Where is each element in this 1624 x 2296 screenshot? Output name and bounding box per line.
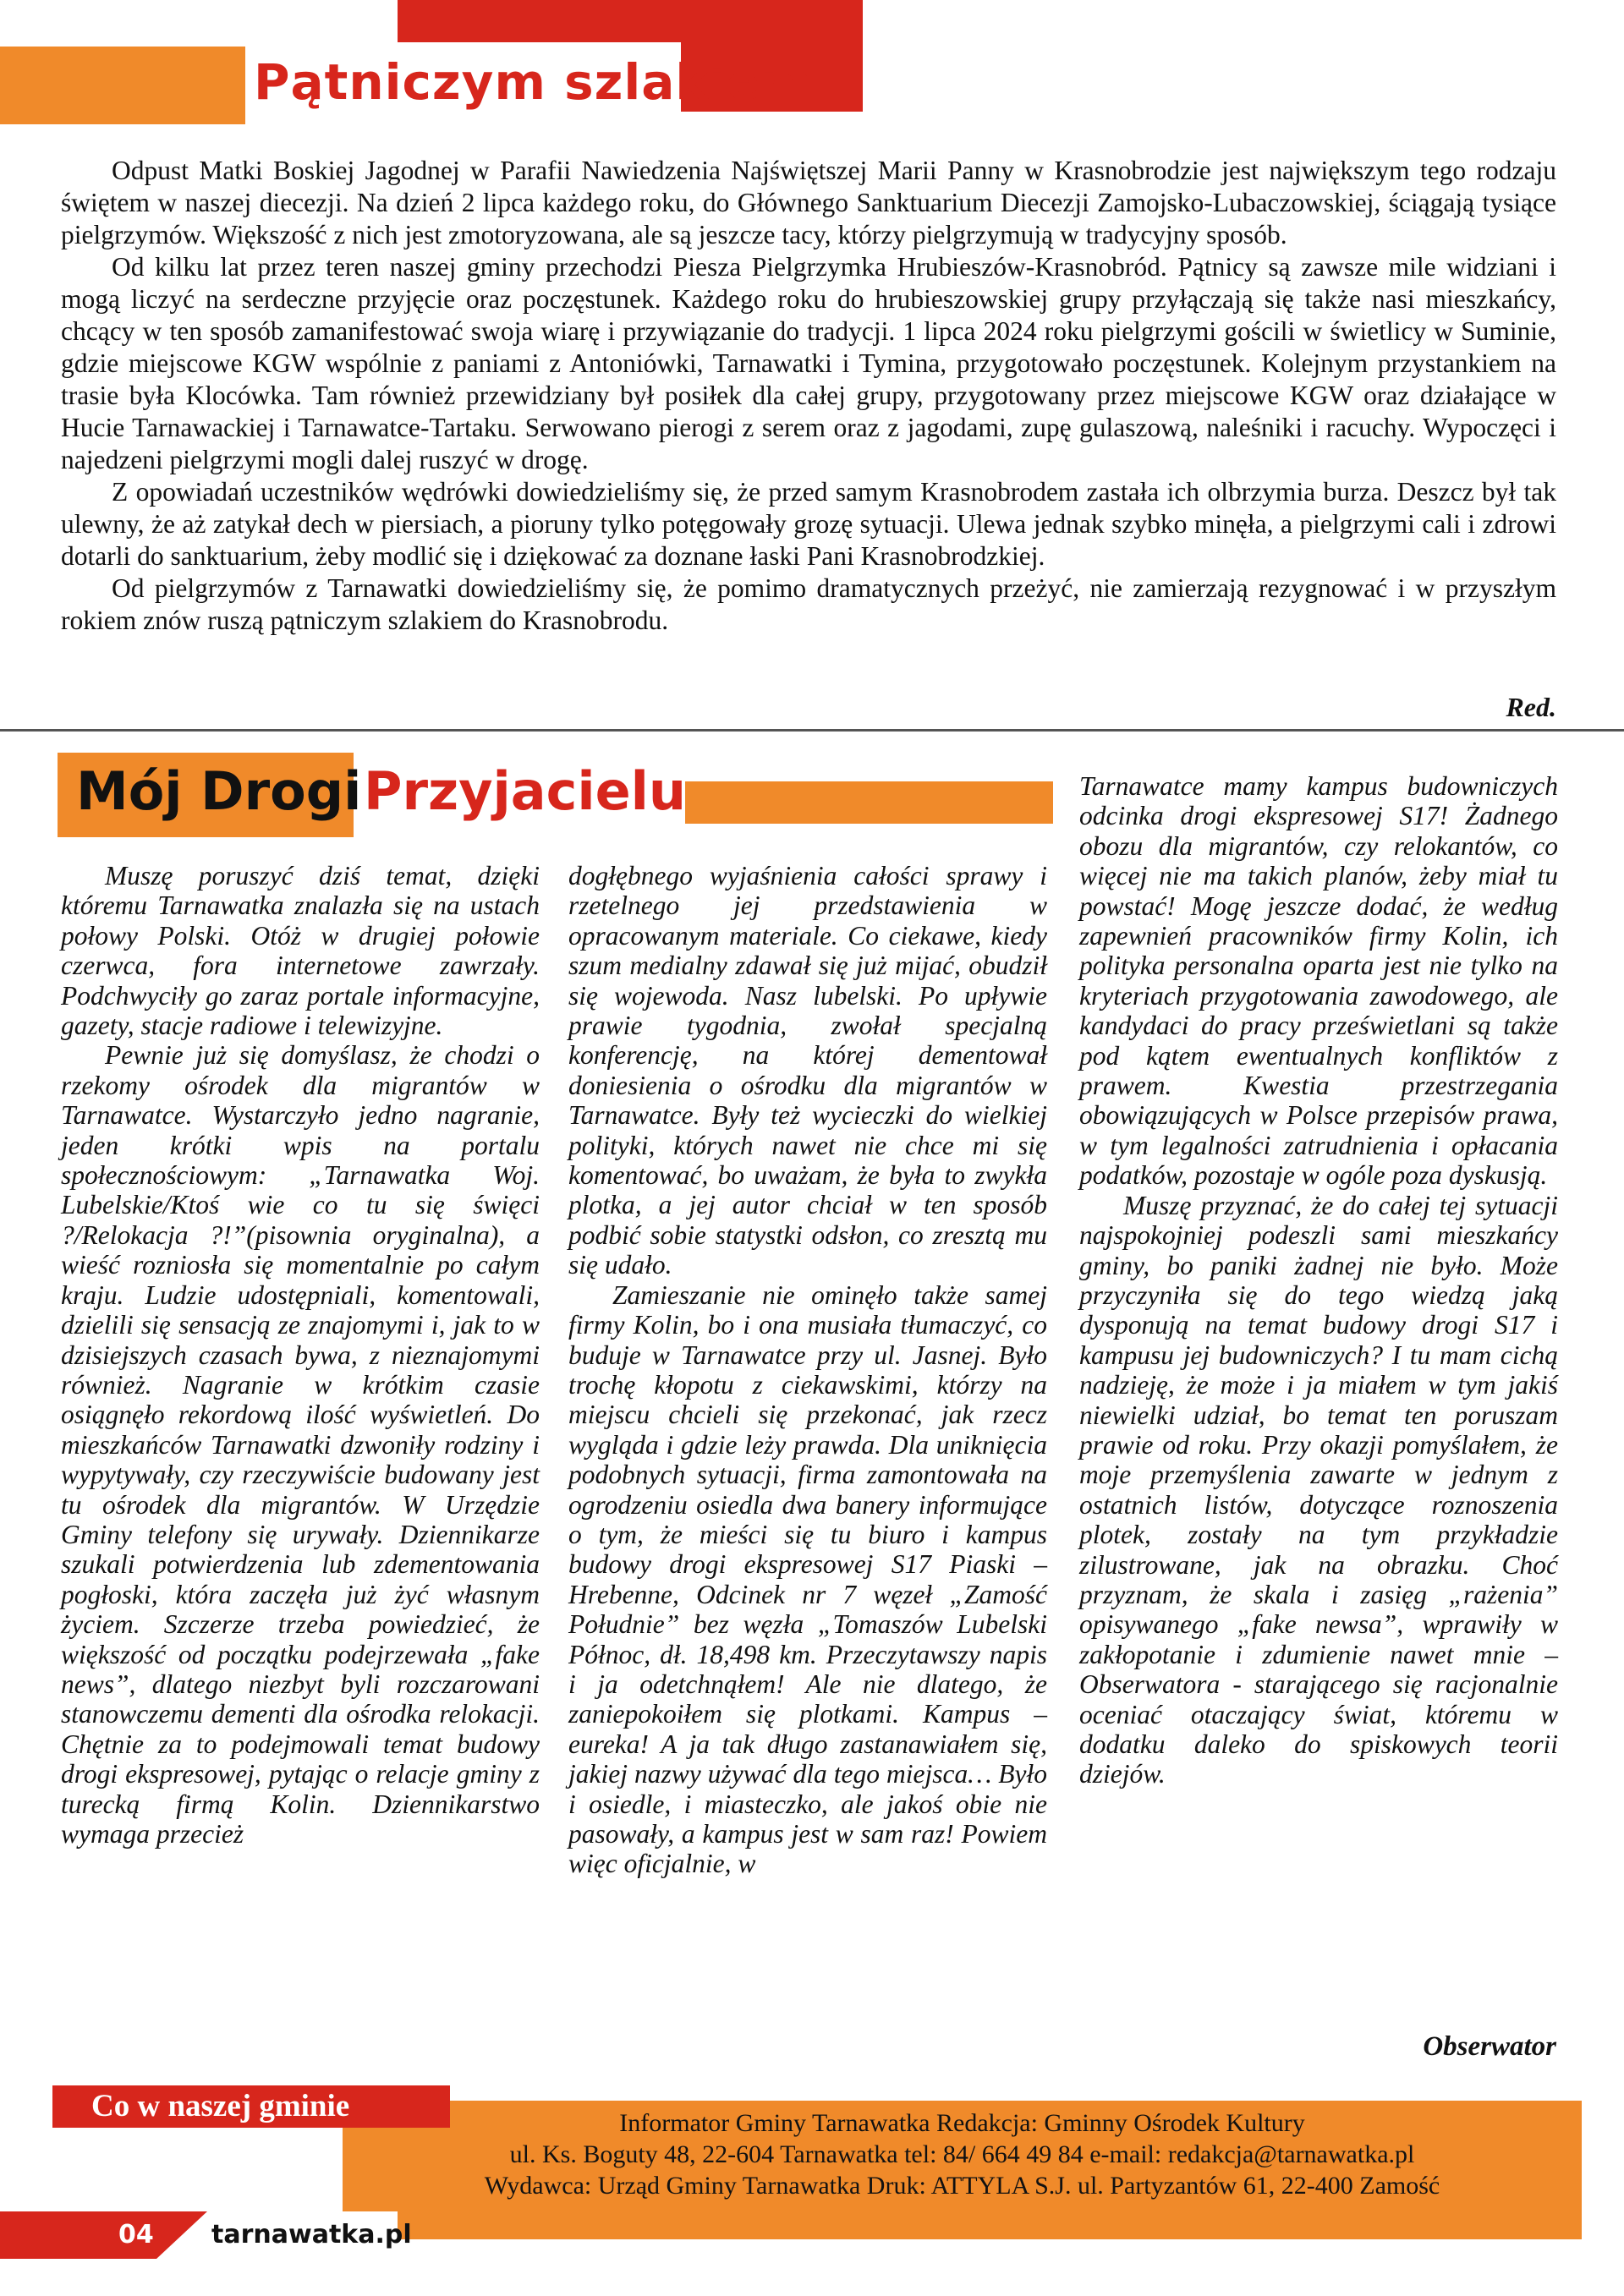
- article1-title: Pątniczym szlakiem: [254, 53, 813, 111]
- article2-paragraph: dogłębnego wyjaśnienia całości sprawy i rzetelnego jej przedstawienia w opracowanym materiale. Co ciekawe, kiedy szum medialny zdawał się już mijać, obudził się wojewoda. Nasz lubelski. Po upływie prawie tygodnia, zwołał specjalną konferencję, na której dementował doniesienia o ośrodku dla migrantów w Tarnawatce. Były też wycieczki do wielkiej polityki, których nawet nie chce mi się komentować, bo uważam, że była to zwykła plotka, a jej autor chciał w ten sposób podbić sobie statystki odsłon, co zresztą mu się udało.: [568, 861, 1047, 1280]
- article2-signature: Obserwator: [1423, 2031, 1556, 2062]
- article1-paragraph: Odpust Matki Boskiej Jagodnej w Parafii Nawiedzenia Najświętszej Marii Panny w Krasnobrodzie jest największym tego rodzaju świętem w naszej diecezji. Na dzień 2 lipca każdego roku, do Głównego Sanktuarium Diecezji Zamojsko-Lubaczowskiej, ściągają tysiące pielgrzymów. Większość z nich jest zmotoryzowana, ale są jeszcze tacy, którzy pielgrzymują w tradycyjny sposób.: [61, 156, 1556, 249]
- footer-imprint: [343, 2107, 1582, 2201]
- article1-signature: Red.: [1506, 692, 1556, 722]
- footer-imprint-line: Informator Gminy Tarnawatka Redakcja: Gminny Ośrodek Kultury: [619, 2109, 1305, 2137]
- article2-paragraph: Pewnie już się domyślasz, że chodzi o rzekomy ośrodek dla migrantów w Tarnawatce. Wystarczyło jedno nagranie, jeden krótki wpis na portalu społecznościowym: „Tarnawatka Woj. Lubelskie/Ktoś wie co tu się święci ?/Relokacja ?!”(pisownia oryginalna), a wieść rozniosła się momentalnie po całym kraju. Ludzie udostępniali, komentowali, dzielili się sensacją ze znajomymi i, jak to w dzisiejszych czasach bywa, z nieznajomymi również. Nagranie w krótkim czasie osiągnęło rekordową ilość wyświetleń. Do mieszkańców Tarnawatki dzwoniły rodziny i wypytywały, czy rzeczywiście budowany jest tu ośrodek dla migrantów. W Urzędzie Gminy telefony się urywały. Dziennikarze szukali potwierdzenia lub zdementowania pogłoski, która zaczęła już żyć własnym życiem. Szczerze trzeba powiedzieć, że większość od początku podejrzewała „fake news”, dlatego niezbyt byli rozczarowani stanowczemu dementi dla ośrodka relokacji. Chętnie za to podejmowali temat budowy drogi ekspresowej, pytając o relacje gminy z turecką firmą Kolin. Dziennikarstwo wymaga przecież: [61, 1040, 540, 1849]
- article2-column-1: [61, 861, 540, 1849]
- article2-column-3: [1079, 771, 1558, 1789]
- article1-body: [61, 155, 1556, 637]
- article1-paragraph: Od pielgrzymów z Tarnawatki dowiedzieliśmy się, że pomimo dramatycznych przeżyć, nie zamierzają rezygnować i w przyszłym rokiem znów ruszą pątniczym szlakiem do Krasnobrodu.: [61, 573, 1556, 635]
- footer-imprint-line: ul. Ks. Boguty 48, 22-604 Tarnawatka tel: 84/ 664 49 84 e-mail: redakcja@tarnawatka.pl: [509, 2140, 1415, 2168]
- footer-imprint-line: Wydawca: Urząd Gminy Tarnawatka Druk: ATTYLA S.J. ul. Partyzantów 61, 22-400 Zamość: [484, 2172, 1440, 2200]
- article1-paragraph: Od kilku lat przez teren naszej gminy przechodzi Piesza Pielgrzymka Hrubieszów-Krasnobród. Pątnicy są zawsze mile widziani i mogą liczyć na serdeczne przyjęcie oraz poczęstunek. Każdego roku do hrubieszowskiej grupy przyłączają się także nasi mieszkańcy, chcący w ten sposób zamanifestować swoja wiarę i przywiązanie do tradycji. 1 lipca 2024 roku pielgrzymi gościli w świetlicy w Suminie, gdzie miejscowe KGW wspólnie z paniami z Antoniówki, Tarnawatki i Tymina, przygotowało poczęstunek. Kolejnym przystankiem na trasie była Klocówka. Tam również przewidziany był posiłek dla całej grupy, przygotowany przez miejscowe KGW oraz działające w Hucie Tarnawackiej i Tarnawatce-Tartaku. Serwowano pierogi z serem oraz z jagodami, zupę gulaszową, naleśniki i racuchy. Wypoczęci i najedzeni pielgrzymi mogli dalej ruszyć w drogę.: [61, 252, 1556, 474]
- header-orange-bar: [0, 47, 245, 124]
- article2-paragraph: Tarnawatce mamy kampus budowniczych odcinka drogi ekspresowej S17! Żadnego obozu dla migrantów, czy relokantów, co więcej nie ma takich planów, żeby miał tu powstać! Mogę jeszcze dodać, że według zapewnień pracowników firmy Kolin, ich polityka personalna oparta jest nie tylko na kryteriach przygotowania zawodowego, ale kandydaci do pracy prześwietlani są także pod kątem ewentualnych konfliktów z prawem. Kwestia przestrzegania obowiązujących w Polsce przepisów prawa, w tym legalności zatrudnienia i opłacania podatków, pozostaje w ogóle poza dyskusją.: [1079, 771, 1558, 1191]
- article1-paragraph: Z opowiadań uczestników wędrówki dowiedzieliśmy się, że przed samym Krasnobrodem zastała ich olbrzymia burza. Deszcz był tak ulewny, że aż zatykał dech w piersiach, a pioruny tylko potęgowały grozę sytuacji. Ulewa jednak szybko minęła, a pielgrzymi cali i zdrowi dotarli do sanktuarium, żeby modlić się i dziękować za doznane łaski Pani Krasnobrodzkiej.: [61, 477, 1556, 571]
- article2-paragraph: Zamieszanie nie ominęło także samej firmy Kolin, bo i ona musiała tłumaczyć, co buduje w Tarnawatce przy ul. Jasnej. Było trochę kłopotu z ciekawskimi, którzy na miejscu chcieli się przekonać, jak rzecz wygląda i gdzie leży prawda. Dla uniknięcia podobnych sytuacji, firma zamontowała na ogrodzeniu osiedla dwa banery informujące o tym, że mieści się tu biuro i kampus budowy drogi ekspresowej S17 Piaski – Hrebenne, Odcinek nr 7 węzeł „Zamość Południe” bez węzła „Tomaszów Lubelski Północ, dł. 18,498 km. Przeczytawszy napis i ja odetchnąłem! Ale nie dlatego, że zaniepokoiłem się plotkami. Kampus – eureka! A ja tak długo zastanawiałem się, jakiej nazwy używać dla tego miejsca… Było i osiedle, i miasteczko, ale jakoś obie nie pasowały, a kampus jest w sam raz! Powiem więc oficjalnie, w: [568, 1280, 1047, 1879]
- article2-paragraph: Muszę przyznać, że do całej tej sytuacji najspokojniej podeszli sami mieszkańcy gminy, bo paniki żadnej nie było. Może przyczyniła się do tego wiedzą jaką dysponują na temat budowy drogi S17 i kampusu jej budowniczych? I tu mam cichą nadzieję, że może i ja miałem w tym jakiś niewielki udział, bo temat ten poruszam prawie od roku. Przy okazji pomyślałem, że moje przemyślenia zawarte w jednym z ostatnich listów, dotyczące roznoszenia plotek, zostały na tym przykładzie zilustrowane, jak na obrazku. Choć przyznam, że skala i zasięg „rażenia” opisywanego „fake newsa”, wprawiły w zakłopotanie i zdumienie nawet mnie – Obserwatora - starającego się racjonalnie oceniać otaczający świat, któremu w dodatku daleko do spiskowych teorii dziejów.: [1079, 1190, 1558, 1789]
- article2-title-part1: Mój Drogi: [76, 760, 362, 822]
- page-number: 04: [118, 2220, 154, 2249]
- section-divider: [0, 729, 1624, 732]
- header-red-bar-top: [398, 0, 863, 42]
- footer-section-label: Co w naszej gminie: [91, 2089, 350, 2123]
- article2-title-part2: Przyjacielu: [364, 760, 687, 822]
- article2-title-orange-bar: [685, 781, 1053, 824]
- footer-page-strip-cut: [156, 2211, 207, 2259]
- article2-column-2: [568, 861, 1047, 1879]
- article2-paragraph: Muszę poruszyć dziś temat, dzięki któremu Tarnawatka znalazła się na ustach połowy Polski. Otóż w drugiej połowie czerwca, fora internetowe zawrzały. Podchwyciły go zaraz portale informacyjne, gazety, stacje radiowe i telewizyjne.: [61, 861, 540, 1041]
- website-label: tarnawatka.pl: [211, 2220, 412, 2249]
